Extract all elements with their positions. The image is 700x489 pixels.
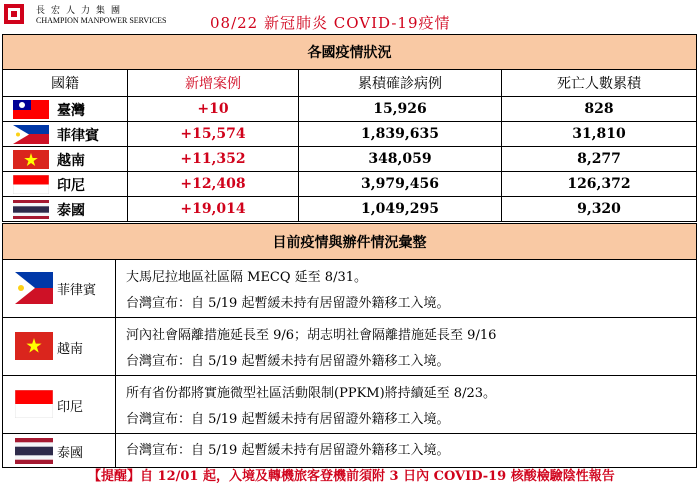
col-header-new-cases: 新增案例 — [128, 70, 299, 97]
nationality-cell — [3, 97, 128, 122]
new-cases-cell: +10 — [128, 97, 299, 122]
deaths-cell: 9,320 — [502, 197, 697, 222]
col-header-deaths: 死亡人數累積 — [502, 70, 697, 97]
col-header-nationality: 國籍 — [3, 70, 128, 97]
vietnam-flag-icon — [13, 150, 49, 169]
table-row — [3, 260, 697, 318]
document-header — [0, 0, 700, 34]
situation-notes — [116, 260, 697, 318]
company-name-en: CHAMPION MANPOWER SERVICES — [36, 16, 167, 25]
country-name: 印尼 — [57, 178, 85, 194]
situation-line: 台灣宣布：自 5/19 起暫緩未持有居留證外籍移工入境。 — [126, 411, 450, 427]
deaths-cell: 828 — [502, 97, 697, 122]
table-row — [3, 172, 697, 197]
country-name: 菲律賓 — [57, 283, 97, 298]
section-title-status: 各國疫情狀況 — [3, 35, 697, 70]
situation-notes — [116, 376, 697, 434]
vietnam-flag-icon — [15, 332, 53, 360]
footer-notice: 【提醒】自 12/01 起，入境及轉機旅客登機前須附 3 日內 COVID-19 核酸檢驗陰性報告 — [88, 469, 615, 484]
philippines-flag-icon — [13, 125, 49, 144]
country-name: 菲律賓 — [57, 128, 99, 144]
table-row — [3, 147, 697, 172]
table-row — [3, 376, 697, 434]
table-row — [3, 318, 697, 376]
country-name: 越南 — [57, 153, 85, 169]
total-cases-cell: 1,049,295 — [299, 197, 502, 222]
col-header-total-cases: 累積確診病例 — [299, 70, 502, 97]
situation-line: 台灣宣布：自 5/19 起暫緩未持有居留證外籍移工入境。 — [126, 442, 450, 458]
total-cases-cell: 348,059 — [299, 147, 502, 172]
new-cases-cell: +12,408 — [128, 172, 299, 197]
nationality-cell — [3, 172, 128, 197]
situation-line: 台灣宣布：自 5/19 起暫緩未持有居留證外籍移工入境。 — [126, 353, 450, 369]
new-cases-cell: +15,574 — [128, 122, 299, 147]
section-title-summary: 目前疫情與辦件情況彙整 — [3, 224, 697, 260]
table-row — [3, 197, 697, 222]
deaths-cell: 126,372 — [502, 172, 697, 197]
company-name-cn: 長宏人力集團 — [36, 6, 127, 16]
situation-line: 所有省份都將實施微型社區活動限制(PPKM)將持續延至 8/23。 — [126, 385, 496, 401]
thailand-flag-icon — [15, 438, 53, 464]
situation-notes — [116, 318, 697, 376]
philippines-flag-icon — [15, 272, 53, 304]
country-name: 越南 — [57, 342, 84, 357]
country-name: 臺灣 — [57, 103, 85, 119]
taiwan-flag-icon — [13, 100, 49, 119]
nationality-cell — [3, 122, 128, 147]
indonesia-flag-icon — [13, 175, 49, 194]
document-title: 08/22 新冠肺炎 COVID-19疫情 — [210, 14, 451, 32]
country-cell — [3, 434, 116, 468]
new-cases-cell: +11,352 — [128, 147, 299, 172]
country-cell — [3, 376, 116, 434]
country-name: 泰國 — [57, 203, 85, 219]
new-cases-cell: +19,014 — [128, 197, 299, 222]
country-cell — [3, 318, 116, 376]
indonesia-flag-icon — [15, 390, 53, 418]
situation-notes — [116, 434, 697, 468]
situation-summary-table — [2, 223, 697, 468]
situation-line: 台灣宣布：自 5/19 起暫緩未持有居留證外籍移工入境。 — [126, 295, 450, 311]
country-status-table — [2, 34, 697, 222]
country-name: 泰國 — [57, 446, 84, 461]
nationality-cell — [3, 197, 128, 222]
table-row — [3, 97, 697, 122]
table-row — [3, 434, 697, 468]
deaths-cell: 8,277 — [502, 147, 697, 172]
total-cases-cell: 1,839,635 — [299, 122, 502, 147]
table-row — [3, 122, 697, 147]
country-cell — [3, 260, 116, 318]
total-cases-cell: 3,979,456 — [299, 172, 502, 197]
nationality-cell — [3, 147, 128, 172]
company-logo — [3, 3, 25, 25]
deaths-cell: 31,810 — [502, 122, 697, 147]
situation-line: 河內社會隔離措施延長至 9/6；胡志明社會隔離措施延長至 9/16 — [126, 327, 497, 343]
thailand-flag-icon — [13, 200, 49, 219]
country-name: 印尼 — [57, 400, 84, 415]
situation-line: 大馬尼拉地區社區隔 MECQ 延至 8/31。 — [126, 269, 367, 285]
total-cases-cell: 15,926 — [299, 97, 502, 122]
